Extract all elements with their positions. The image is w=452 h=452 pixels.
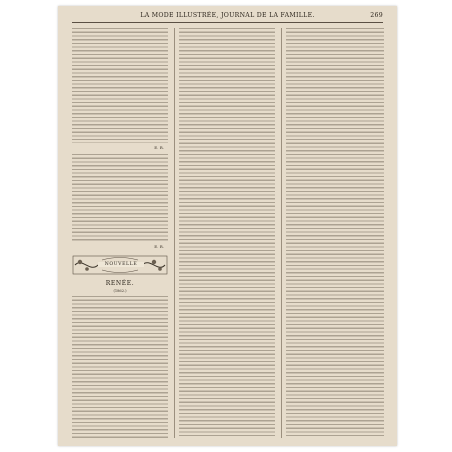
column-right: [286, 28, 384, 438]
story-subtitle: (1862.): [113, 289, 127, 293]
column-rule-right: [281, 28, 282, 438]
column-middle: [179, 28, 275, 438]
nouvelle-banner: [72, 254, 168, 276]
page-number: 269: [370, 12, 383, 19]
story-title: RENÉE.: [105, 280, 135, 287]
story-body: [72, 296, 168, 438]
article-body-part1: [72, 28, 168, 143]
story-body-continued: [179, 28, 275, 438]
header-rule: [72, 22, 383, 23]
column-rule-left: [174, 28, 175, 438]
column-left: [72, 28, 168, 438]
article-body-part2: [72, 154, 168, 242]
newspaper-page: [58, 6, 397, 446]
article-signature-second: E. R.: [154, 244, 164, 249]
running-head: [72, 12, 383, 21]
story-body-end: [286, 28, 384, 438]
article-signature: E. R.: [154, 145, 164, 150]
journal-title: LA MODE ILLUSTRÉE, JOURNAL DE LA FAMILLE.: [140, 12, 315, 19]
banner-label: NOUVELLE: [98, 262, 144, 267]
